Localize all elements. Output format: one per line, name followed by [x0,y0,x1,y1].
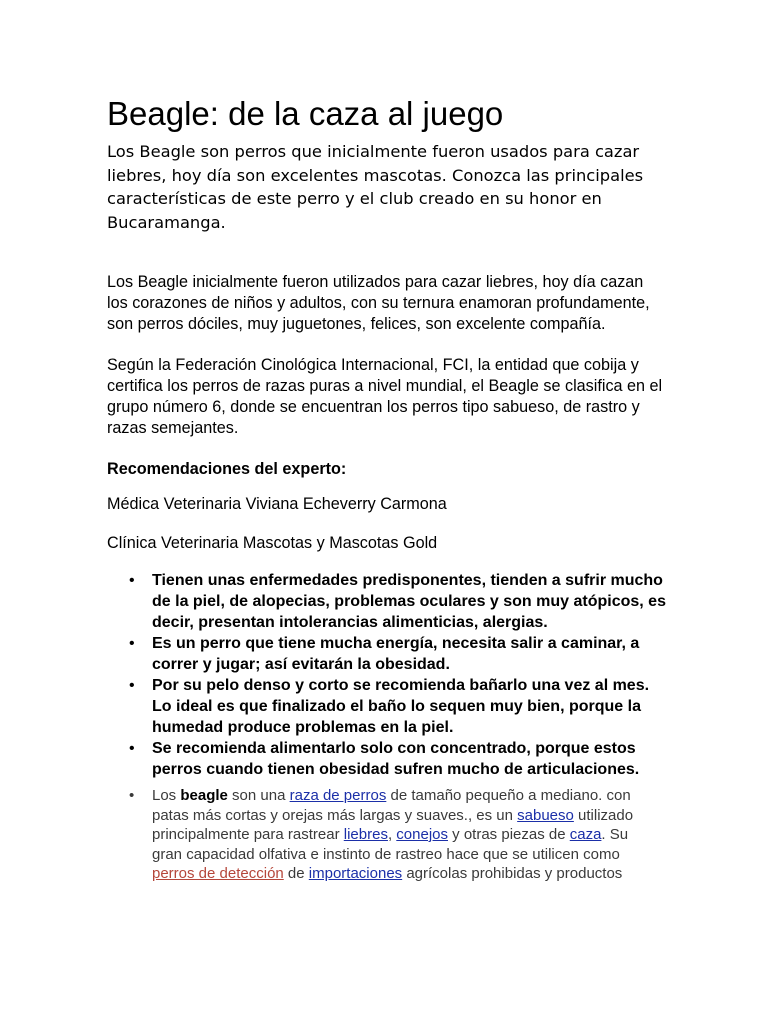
clinic-name: Clínica Veterinaria Mascotas y Mascotas Gold [107,534,438,552]
page-title: Beagle: de la caza al juego [107,95,504,132]
link-raza-de-perros[interactable]: raza de perros [289,787,387,804]
link-sabueso[interactable]: sabueso [517,806,574,824]
list-item: • Se recomienda alimentarlo solo con concentrado, porque estos perros cuando tienen obesidad sufren mucho de articulaciones. [129,740,640,778]
list-item: • Los beagle son una raza de perros de tamaño pequeño a mediano. con patas más cortas y orejas más largas y suaves., es un sabueso utilizado principalmente para rastrear liebres, conejos y otras piezas de caza. Su gran capacidad olfativa e instinto de rastreo hace que se utilicen como perros de detección de importaciones agrícolas prohibidas y productos [129,787,634,882]
lede-paragraph: Los Beagle son perros que inicialmente fueron usados para cazar liebres, hoy día son excelentes mascotas. Conozca las principales características de este perro y el club creado en su honor en Bucaramanga. [107,142,644,232]
recommendations-heading: Recomendaciones del experto: [107,460,347,478]
recommendations-list [107,570,667,780]
beagle-term: beagle [180,787,228,804]
link-conejos[interactable]: conejos [396,826,448,843]
link-importaciones[interactable]: importaciones [308,865,403,882]
wiki-excerpt-list [107,786,667,884]
document-page [107,94,667,884]
list-item: • Tienen unas enfermedades predisponentes, tienden a sufrir mucho de la piel, de alopecias, problemas oculares y son muy atópicos, es decir, presentan intolerancias alimenticias, alergias. [129,572,666,631]
bullet-icon: • [129,740,135,757]
fci-paragraph: Según la Federación Cinológica Internacional, FCI, la entidad que cobija y certifica los perros de razas puras a nivel mundial, el Beagle se clasifica en el grupo número 6, donde se encuentran los perros tipo sabueso, de rastro y razas semejantes. [107,356,663,437]
bullet-icon: • [129,787,135,804]
bullet-icon: • [129,677,135,694]
bullet-icon: • [129,572,135,589]
link-caza[interactable]: caza [569,826,602,843]
link-perros-de-deteccion[interactable]: perros de detección [152,865,284,882]
list-item: • Es un perro que tiene mucha energía, necesita salir a caminar, a correr y jugar; así evitarán la obesidad. [129,635,640,673]
intro-paragraph: Los Beagle inicialmente fueron utilizados para cazar liebres, hoy día cazan los corazones de niños y adultos, con su ternura enamoran profundamente, son perros dóciles, muy juguetones, felices, son excelente compañía. [107,273,650,333]
link-liebres[interactable]: liebres [343,826,388,843]
list-item: • Por su pelo denso y corto se recomienda bañarlo una vez al mes. Lo ideal es que finalizado el baño lo sequen muy bien, porque la humedad produce problemas en la piel. [129,677,650,736]
expert-name: Médica Veterinaria Viviana Echeverry Carmona [107,495,447,513]
bullet-icon: • [129,635,135,652]
